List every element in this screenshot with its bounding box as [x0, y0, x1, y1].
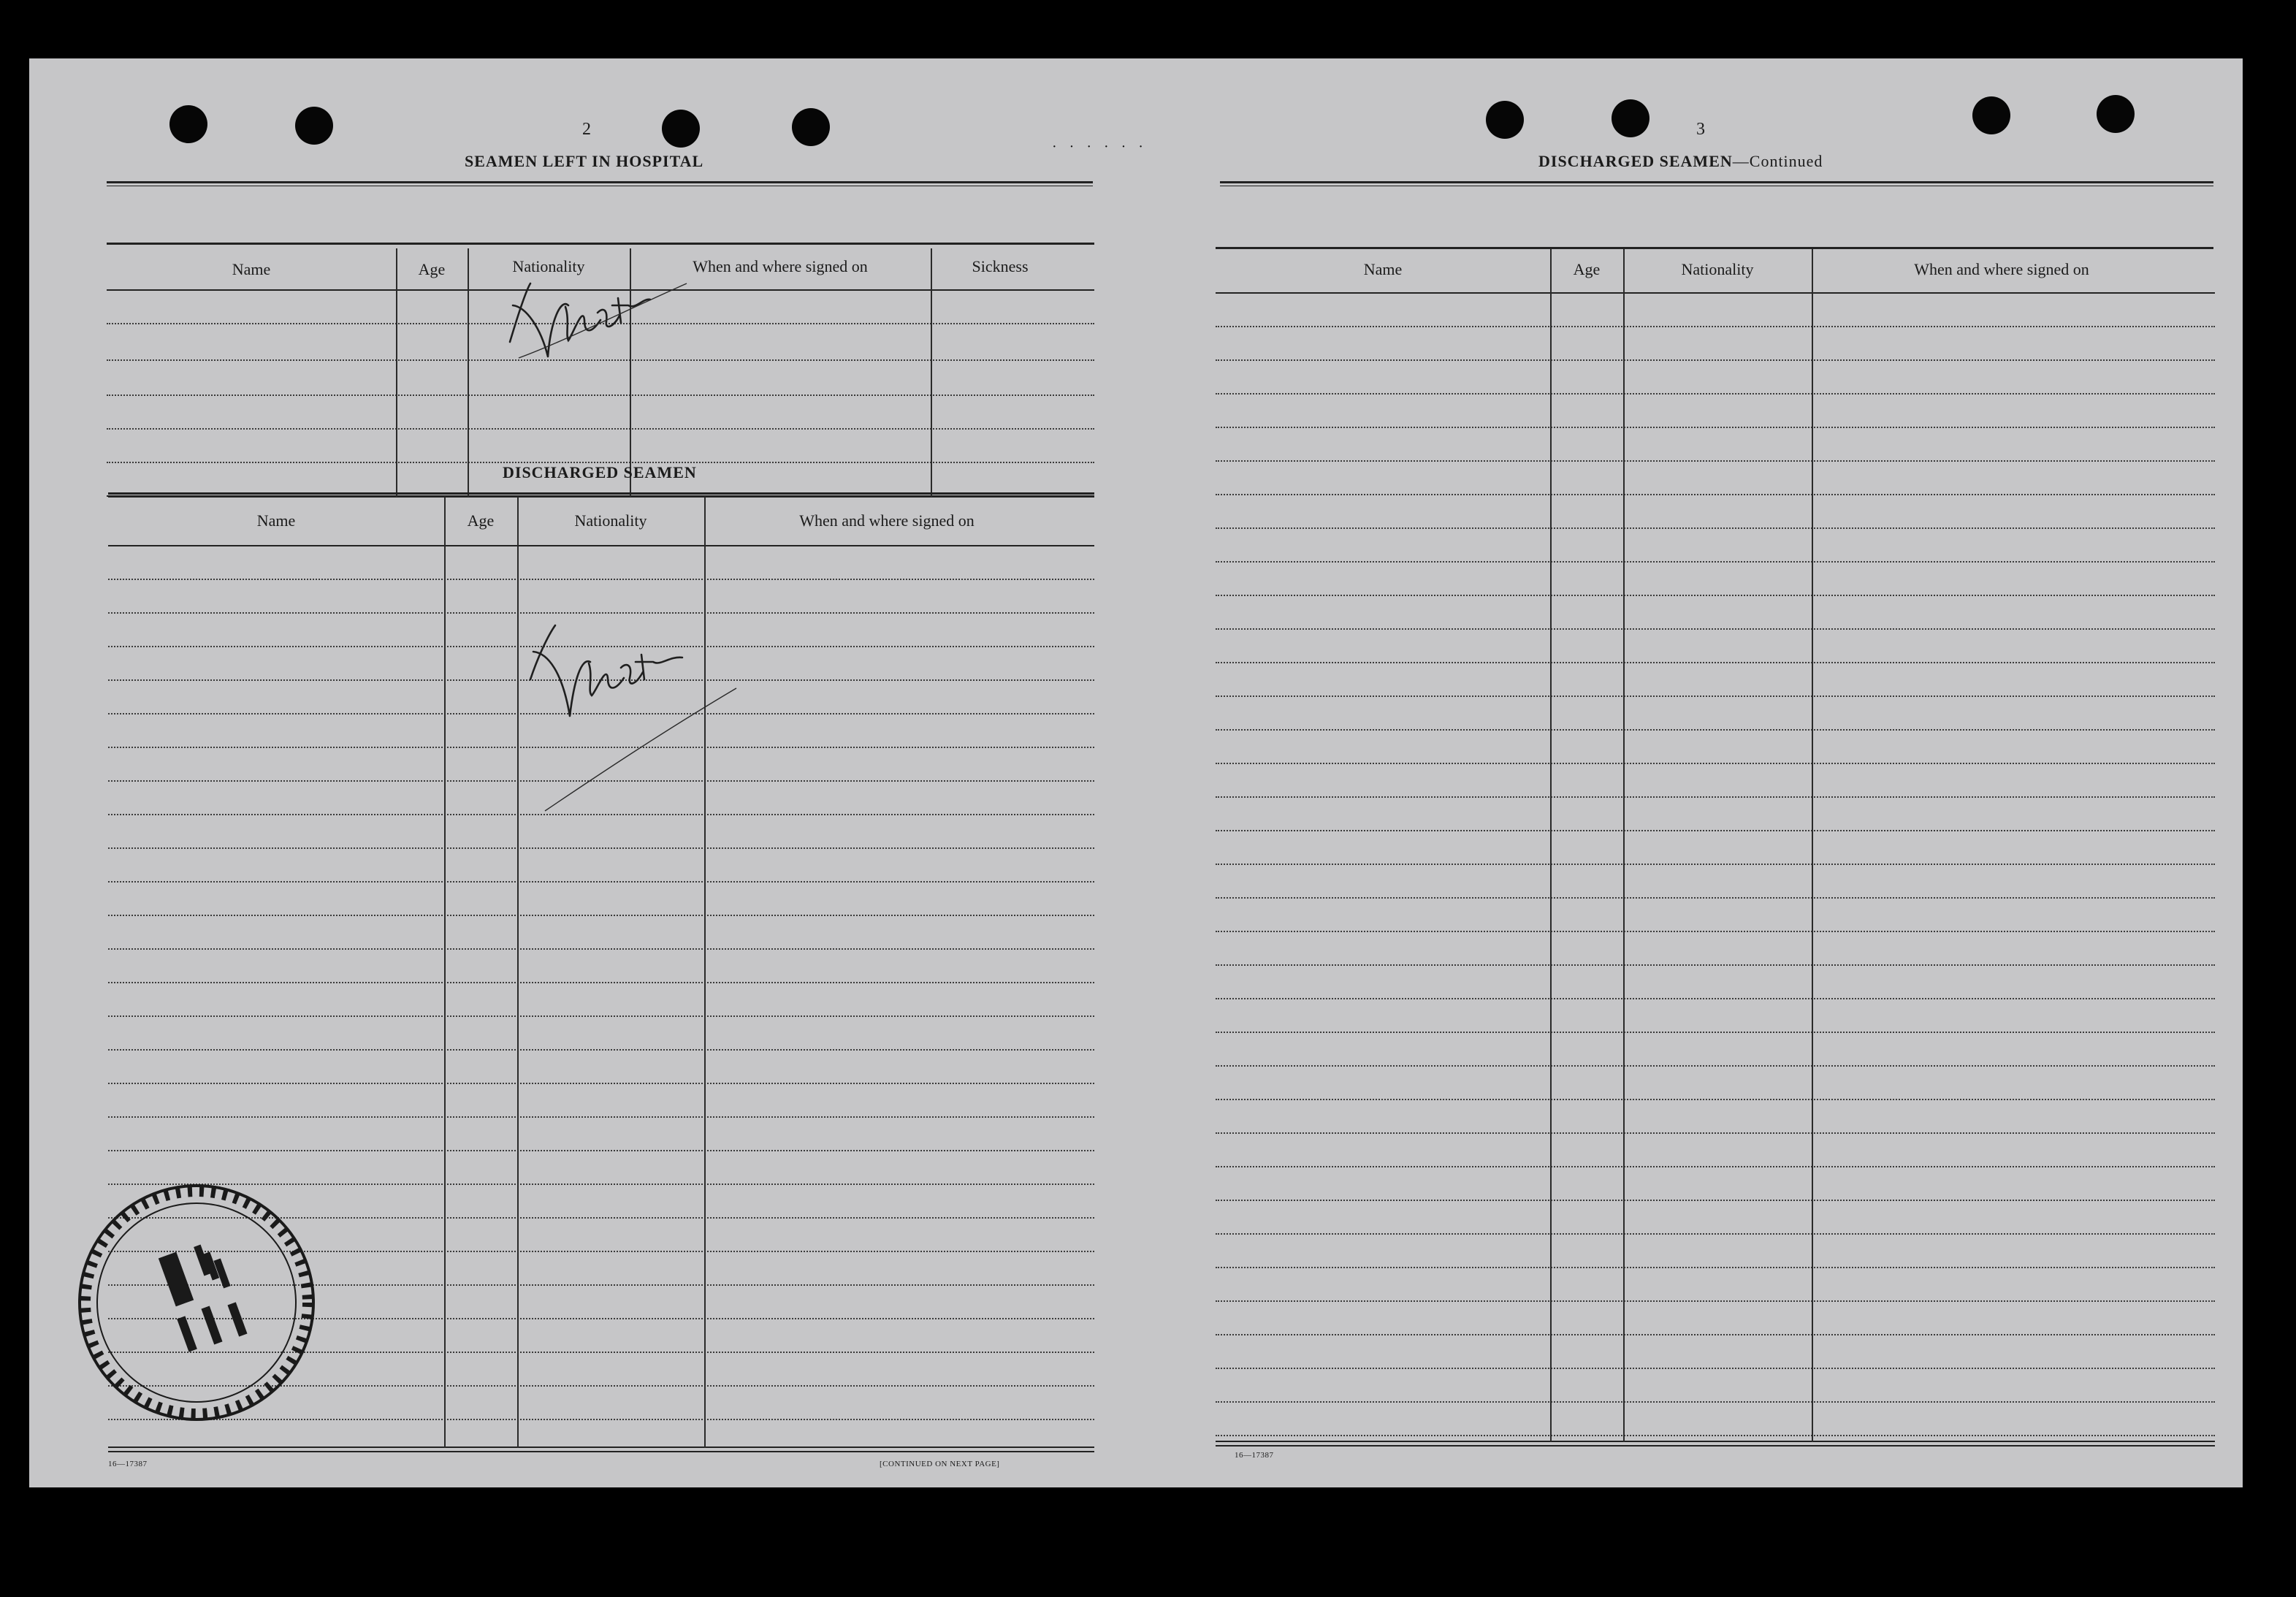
table-row: [108, 1150, 1094, 1151]
table-row: [1216, 897, 2215, 899]
table-row: [1216, 595, 2215, 596]
document-page: [29, 58, 2243, 1487]
table-row: [108, 1083, 1094, 1084]
table-row: [1216, 1099, 2215, 1100]
column-divider: [931, 248, 932, 497]
column-header-name: Name: [256, 511, 296, 530]
punch-hole: [1612, 99, 1649, 137]
column-divider: [468, 248, 469, 497]
table-row: [1216, 729, 2215, 731]
table-row: [1216, 1300, 2215, 1302]
page-number-left: 2: [582, 120, 591, 139]
title-rule: [1220, 181, 2213, 186]
column-header-age: Age: [1573, 260, 1601, 278]
table-row: [1216, 1334, 2215, 1335]
received-stamp: [54, 1160, 339, 1445]
title-rule: [107, 181, 1093, 186]
punch-hole: [2097, 95, 2135, 133]
header-rule: [108, 545, 1094, 546]
discharged-table-right: [1216, 187, 2215, 1458]
continued-note: [CONTINUED ON NEXT PAGE]: [880, 1460, 1000, 1468]
punch-hole: [792, 108, 830, 146]
table-row: [1216, 1065, 2215, 1067]
column-header-nationality: Nationality: [1681, 260, 1754, 278]
table-row: [1216, 763, 2215, 764]
column-header-signed-on: When and where signed on: [1914, 260, 2089, 278]
table-row: [1216, 359, 2215, 361]
table-row: [1216, 393, 2215, 395]
table-row: [1216, 494, 2215, 495]
header-rule: [1216, 292, 2215, 294]
column-header-name: Name: [1363, 260, 1403, 278]
table-bottom-rule: [108, 1447, 1094, 1448]
table-row: [108, 915, 1094, 916]
table-row: [1216, 460, 2215, 462]
column-header-signed-on: When and where signed on: [799, 511, 975, 530]
column-header-sickness: Sickness: [972, 257, 1029, 275]
table-row: [1216, 561, 2215, 563]
table-row: [1216, 864, 2215, 865]
column-divider: [1812, 248, 1813, 1442]
table-row: [1216, 662, 2215, 663]
handwritten-none: [475, 254, 694, 386]
page-number-right: 3: [1696, 120, 1705, 139]
punch-hole: [662, 110, 700, 148]
table-bottom-rule: [108, 1451, 1094, 1452]
punch-hole: [169, 105, 207, 143]
table-bottom-rule: [1216, 1441, 2215, 1442]
table-row: [108, 847, 1094, 849]
form-number-left: 16—17387: [108, 1460, 148, 1468]
column-header-age: Age: [418, 260, 446, 278]
column-header-signed-on: When and where signed on: [693, 257, 868, 275]
punch-hole: [1486, 101, 1524, 139]
discharged-section-title: DISCHARGED SEAMEN: [503, 463, 697, 481]
table-row: [1216, 1233, 2215, 1235]
table-row: [1216, 998, 2215, 999]
form-number-right: 16—17387: [1235, 1451, 1274, 1460]
table-row: [1216, 931, 2215, 932]
title-continued: —Continued: [1732, 152, 1823, 170]
table-row: [1216, 964, 2215, 966]
table-row: [107, 428, 1094, 430]
table-row: [1216, 1200, 2215, 1201]
table-row: [107, 395, 1094, 396]
table-row: [1216, 326, 2215, 327]
punch-hole: [1972, 96, 2010, 134]
table-top-rule: [1216, 247, 2213, 251]
title-main: DISCHARGED SEAMEN: [1538, 152, 1733, 170]
table-row: [1216, 1267, 2215, 1268]
table-bottom-rule: [1216, 1445, 2215, 1447]
table-row: [1216, 1032, 2215, 1033]
column-divider: [396, 248, 397, 497]
column-divider: [1550, 248, 1552, 1442]
table-row: [108, 1116, 1094, 1118]
column-header-age: Age: [467, 511, 495, 530]
table-row: [108, 881, 1094, 883]
table-row: [1216, 1435, 2215, 1436]
top-marks: · · · · · ·: [1052, 139, 1148, 155]
table-row: [1216, 796, 2215, 798]
table-row: [108, 1015, 1094, 1017]
table-row: [1216, 830, 2215, 831]
table-row: [1216, 527, 2215, 529]
table-row: [1216, 427, 2215, 428]
column-header-nationality: Nationality: [512, 257, 585, 275]
handwritten-none: [504, 592, 752, 833]
column-divider: [444, 497, 446, 1448]
column-header-nationality: Nationality: [574, 511, 647, 530]
table-row: [1216, 1132, 2215, 1134]
table-row: [1216, 695, 2215, 697]
table-row: [108, 1049, 1094, 1051]
table-row: [1216, 1401, 2215, 1403]
table-row: [108, 948, 1094, 950]
table-row: [108, 982, 1094, 983]
column-header-name: Name: [232, 260, 271, 278]
column-divider: [1623, 248, 1625, 1442]
table-row: [1216, 628, 2215, 630]
discharged-continued-title: [1538, 152, 1823, 171]
table-top-rule: [107, 243, 1094, 246]
punch-hole: [295, 107, 333, 145]
table-row: [1216, 1368, 2215, 1369]
table-row: [1216, 1166, 2215, 1167]
table-row: [108, 579, 1094, 580]
hospital-section-title: SEAMEN LEFT IN HOSPITAL: [465, 152, 704, 170]
